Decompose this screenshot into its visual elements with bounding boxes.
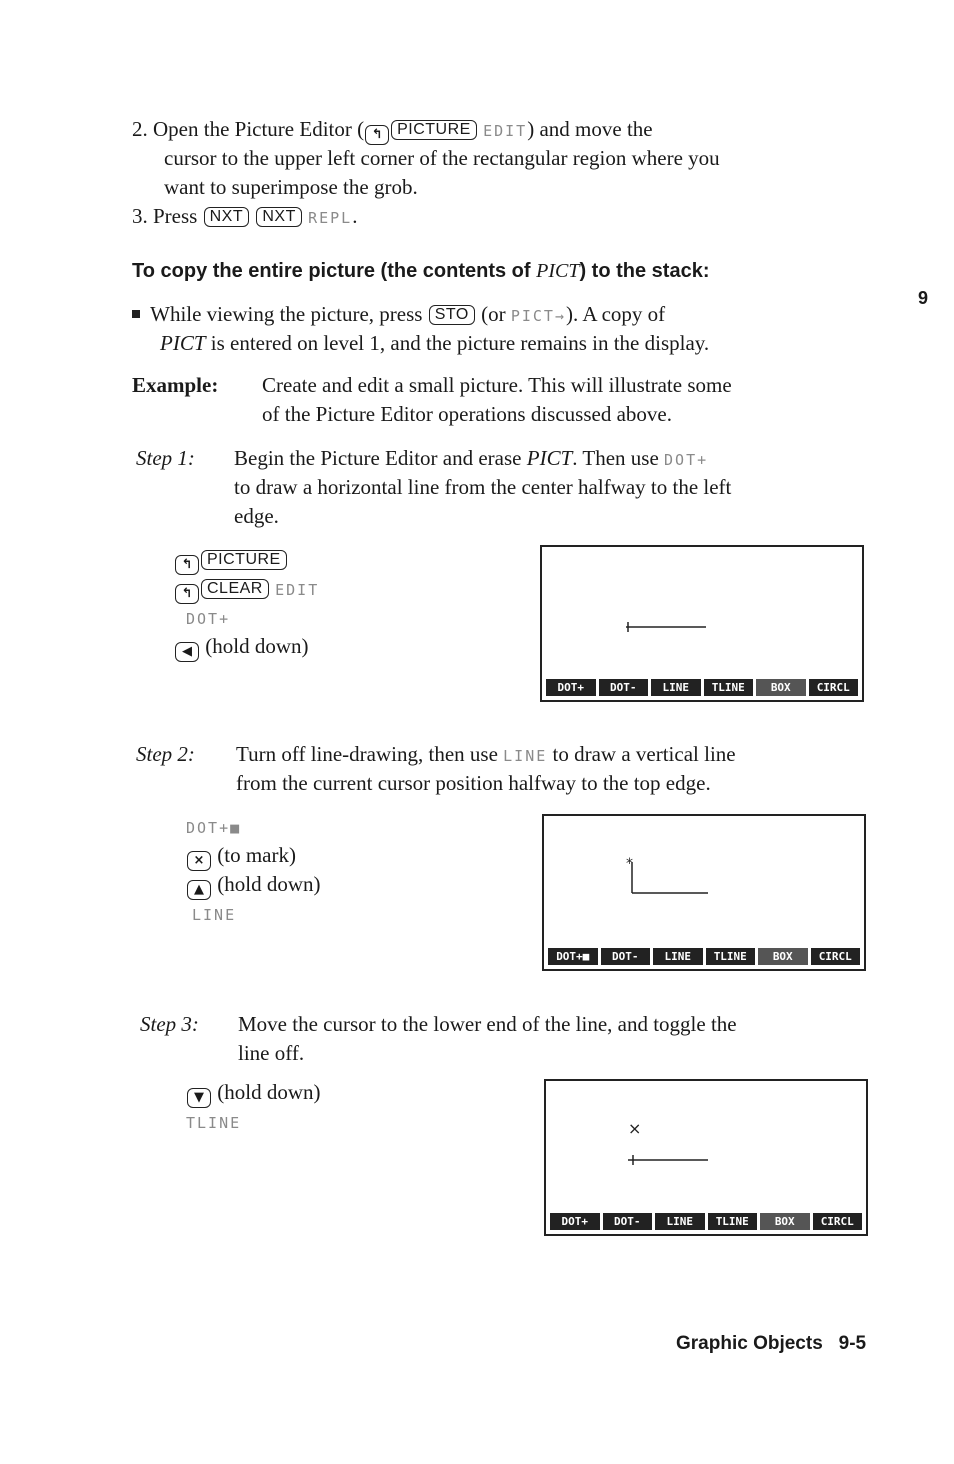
example-label: Example: xyxy=(132,373,219,397)
tline-softkey: TLINE xyxy=(186,1114,242,1132)
step-1-line1 xyxy=(234,444,708,475)
step-1-line2: to draw a horizontal line from the center halfway to the left xyxy=(234,475,732,499)
lcd-display-step-1 xyxy=(540,545,864,702)
cursor-x-icon: × xyxy=(628,1119,642,1138)
edit-softkey: EDIT xyxy=(275,581,320,599)
step-text: . Then use xyxy=(572,446,659,470)
item-text: Open the Picture Editor ( xyxy=(153,117,365,141)
bullet-line2 xyxy=(160,329,709,358)
left-shift-key-icon: ↰ xyxy=(365,125,389,145)
line-softkey: LINE xyxy=(503,747,548,765)
menu-dot-minus: DOT- xyxy=(599,679,649,696)
menu-dot-plus: DOT+■ xyxy=(548,948,598,965)
list-item-3 xyxy=(132,202,357,233)
step-1-keys-row2 xyxy=(174,574,319,605)
step-2-keys-row3 xyxy=(186,870,321,900)
item-text: Press xyxy=(153,204,198,228)
list-item-2-line2: cursor to the upper left corner of the rectangular region where you xyxy=(164,146,720,170)
left-shift-key-icon: ↰ xyxy=(175,555,199,575)
repl-softkey: REPL xyxy=(308,209,353,227)
bullet-item xyxy=(132,300,872,331)
nxt-key: NXT xyxy=(204,207,250,227)
step-3-line2: line off. xyxy=(238,1041,305,1065)
edit-softkey: EDIT xyxy=(483,122,528,140)
mark-asterisk-icon: * xyxy=(626,856,633,872)
example-line1: Create and edit a small picture. This will illustrate some xyxy=(262,373,732,397)
lcd-display-step-3 xyxy=(544,1079,868,1236)
step-2-line1 xyxy=(236,740,736,771)
menu-bar xyxy=(550,1213,862,1230)
menu-box: BOX xyxy=(760,1213,810,1230)
pict-italic: PICT xyxy=(160,331,206,355)
up-arrow-key-icon: ▲ xyxy=(187,880,211,900)
menu-tline: TLINE xyxy=(708,1213,758,1230)
step-text: Turn off line-drawing, then use xyxy=(236,742,498,766)
bullet-text: is entered on level 1, and the picture remains in the display. xyxy=(205,331,710,355)
step-2-keys-row4 xyxy=(192,899,236,930)
menu-line: LINE xyxy=(653,948,703,965)
left-arrow-key-icon: ◀ xyxy=(175,642,199,662)
step-1-keys-row1 xyxy=(174,545,288,575)
hold-down-text: (hold down) xyxy=(217,872,321,896)
step-1-label: Step 1: xyxy=(136,446,195,470)
menu-line: LINE xyxy=(651,679,701,696)
step-2-line2: from the current cursor position halfway to the top edge. xyxy=(236,771,711,795)
heading-pict: PICT xyxy=(536,260,580,282)
clear-key: CLEAR xyxy=(201,579,269,599)
item-number: 3. xyxy=(132,204,148,228)
menu-circl: CIRCL xyxy=(813,1213,863,1230)
dot-plus-softkey: DOT+ xyxy=(664,451,709,469)
bullet-text: While viewing the picture, press xyxy=(150,302,423,326)
menu-box: BOX xyxy=(758,948,808,965)
step-3-label: Step 3: xyxy=(140,1012,199,1036)
lcd-drawing xyxy=(544,816,864,946)
page-footer xyxy=(676,1333,866,1355)
item-text: . xyxy=(352,204,358,228)
to-mark-text: (to mark) xyxy=(217,843,296,867)
pict-softkey: PICT→ xyxy=(510,307,566,325)
line-softkey: LINE xyxy=(192,906,237,924)
bullet-text: ). A copy of xyxy=(565,302,666,326)
menu-circl: CIRCL xyxy=(809,679,859,696)
menu-bar xyxy=(548,948,860,965)
item-number: 2. xyxy=(132,117,148,141)
step-1-keys-row3 xyxy=(186,603,230,634)
heading-text: ) to the stack: xyxy=(579,260,710,282)
bullet-text: (or xyxy=(481,302,506,326)
step-3-line1: Move the cursor to the lower end of the line, and toggle the xyxy=(238,1012,737,1036)
menu-bar xyxy=(546,679,858,696)
down-arrow-key-icon: ▼ xyxy=(187,1088,211,1108)
bullet-icon xyxy=(132,310,140,318)
picture-key: PICTURE xyxy=(391,120,477,140)
step-2-keys-row1 xyxy=(186,812,241,843)
menu-line: LINE xyxy=(655,1213,705,1230)
hold-down-text: (hold down) xyxy=(217,1080,321,1104)
list-item-2-line3: want to superimpose the grob. xyxy=(164,175,418,199)
menu-dot-plus: DOT+ xyxy=(546,679,596,696)
dot-plus-softkey: DOT+■ xyxy=(186,819,242,837)
hold-down-text: (hold down) xyxy=(205,634,309,658)
step-1-keys-row4 xyxy=(174,632,309,662)
dot-plus-softkey: DOT+ xyxy=(186,610,231,628)
left-shift-key-icon: ↰ xyxy=(175,584,199,604)
menu-tline: TLINE xyxy=(704,679,754,696)
lcd-display-step-2 xyxy=(542,814,866,971)
list-item-2 xyxy=(132,115,872,146)
menu-dot-minus: DOT- xyxy=(601,948,651,965)
page-number: 9-5 xyxy=(838,1333,867,1354)
menu-dot-plus: DOT+ xyxy=(550,1213,600,1230)
chapter-tab: 9 xyxy=(918,288,929,308)
heading-text: To copy the entire picture (the contents of xyxy=(132,260,537,282)
example-line2: of the Picture Editor operations discussed above. xyxy=(262,402,672,426)
section-heading xyxy=(132,260,709,283)
step-3-keys-row1 xyxy=(186,1078,321,1108)
pict-italic: PICT xyxy=(526,446,573,470)
x-key-icon: × xyxy=(187,851,211,871)
step-text: to draw a vertical line xyxy=(552,742,736,766)
picture-key: PICTURE xyxy=(201,550,287,570)
step-1-line3: edge. xyxy=(234,504,279,528)
lcd-drawing xyxy=(546,1081,866,1211)
step-3-keys-row2 xyxy=(186,1107,241,1138)
step-2-keys-row2 xyxy=(186,841,296,871)
step-text: Begin the Picture Editor and erase xyxy=(234,446,527,470)
nxt-key: NXT xyxy=(256,207,302,227)
menu-circl: CIRCL xyxy=(811,948,861,965)
step-2-label: Step 2: xyxy=(136,742,195,766)
menu-box: BOX xyxy=(756,679,806,696)
sto-key: STO xyxy=(429,305,475,325)
menu-tline: TLINE xyxy=(706,948,756,965)
footer-title: Graphic Objects xyxy=(676,1333,823,1354)
menu-dot-minus: DOT- xyxy=(603,1213,653,1230)
item-text: ) and move the xyxy=(527,117,653,141)
lcd-drawing xyxy=(542,547,862,677)
